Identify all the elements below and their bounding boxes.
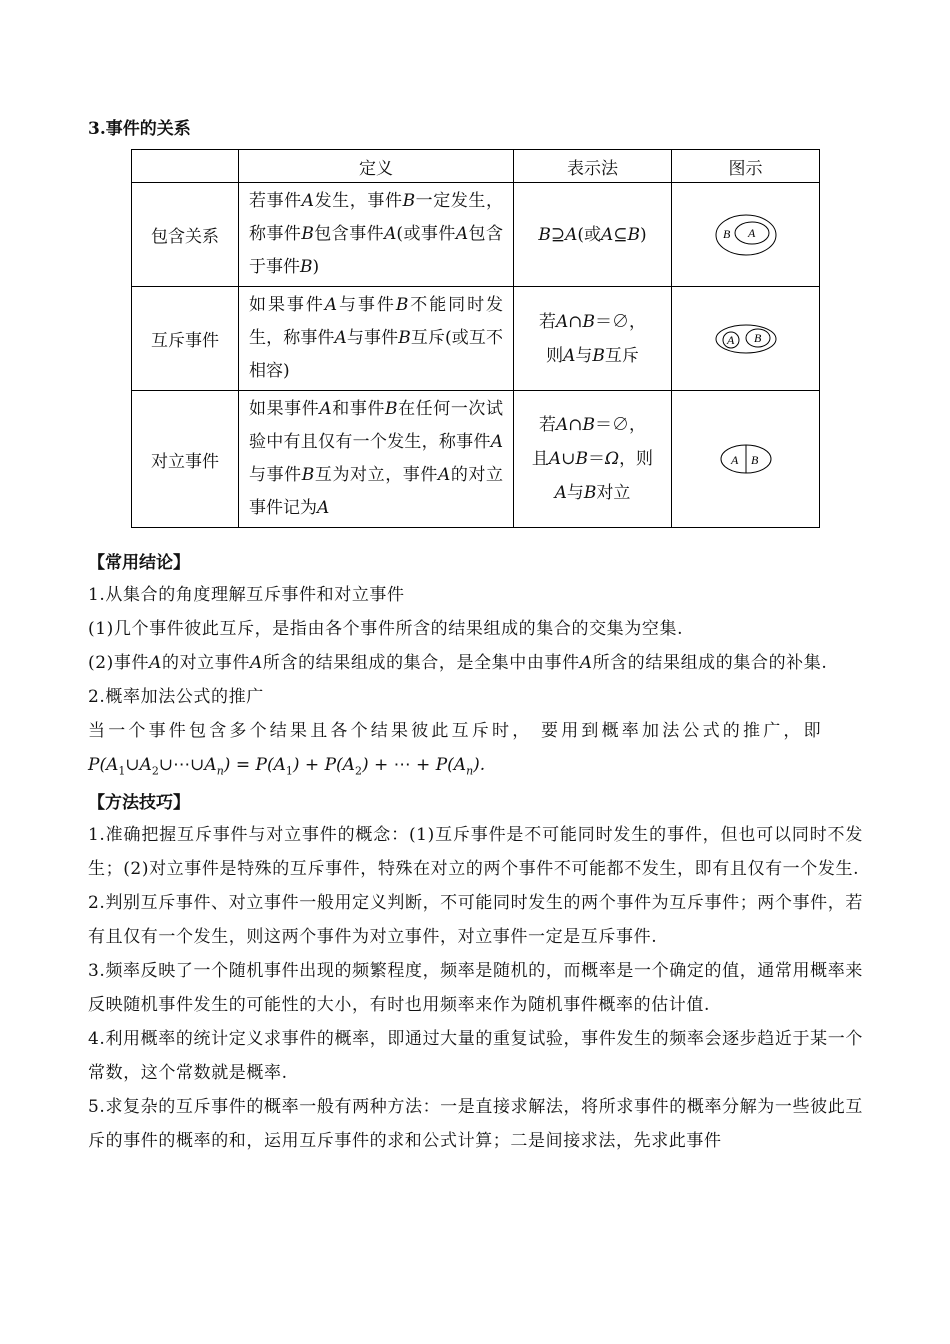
row-name: 包含关系	[132, 183, 239, 287]
row-definition: 如果事件A与事件B不能同时发生，称事件A与事件B互斥(或互不相容)	[239, 287, 514, 391]
set-a-label: A	[726, 332, 734, 347]
conclusion-item-2: 2.概率加法公式的推广	[88, 687, 264, 707]
methods-heading: 【方法技巧】	[88, 793, 190, 814]
method-item-1: 1.准确把握互斥事件与对立事件的概念：(1)互斥事件是不可能同时发生的事件，但也可以同时不发生；(2)对立事件是特殊的互斥事件，特殊在对立的两个事件不可能都不发生，即有且仅有一个发生.	[88, 825, 863, 880]
method-item-2: 2.判别互斥事件、对立事件一般用定义判断，不可能同时发生的两个事件为互斥事件；两个事件，若有且仅有一个发生，则这两个事件为对立事件，对立事件一定是互斥事件.	[88, 893, 863, 948]
set-b-label: B	[753, 330, 761, 345]
main-content	[88, 548, 863, 1158]
venn-complement	[718, 442, 774, 476]
table-row	[132, 391, 820, 528]
row-name: 互斥事件	[132, 287, 239, 391]
venn-inclusion	[714, 212, 778, 258]
conclusion-item-1a: (1)几个事件彼此互斥，是指由各个事件所含的结果组成的集合的交集为空集.	[88, 619, 684, 639]
header-empty	[132, 150, 239, 183]
complementary-diagram	[672, 391, 820, 528]
conclusion-item-1: 1.从集合的角度理解互斥事件和对立事件	[88, 585, 405, 605]
addition-formula: $P(A_1\cup A_2\cup\cdots\cup A_n) = P(A_1) + P(A_2)$ + ⋯ + $P(A_n)$.	[88, 755, 486, 778]
event-relations-table	[131, 149, 820, 528]
header-definition: 定义	[239, 150, 514, 183]
venn-disjoint	[714, 322, 778, 356]
method-item-4: 4.利用概率的统计定义求事件的概率，即通过大量的重复试验，事件发生的频率会逐步趋近于某一个常数，这个常数就是概率.	[88, 1029, 863, 1084]
table-header-row	[132, 150, 820, 183]
set-b-label: B	[750, 453, 758, 467]
row-name: 对立事件	[132, 391, 239, 528]
header-notation: 表示法	[514, 150, 672, 183]
method-item-3: 3.频率反映了一个随机事件出现的频繁程度，频率是随机的，而概率是一个确定的值，通常用概率来反映随机事件发生的可能性的大小，有时也用频率来作为随机事件概率的估计值.	[88, 961, 863, 1016]
table-row	[132, 183, 820, 287]
row-definition: 若事件A发生，事件B一定发生，称事件B包含事件A(或事件A包含于事件B)	[239, 183, 514, 287]
conclusion-item-1b: (2)事件A的对立事件A所含的结果组成的集合，是全集中由事件A所含的结果组成的集合的补集.	[88, 653, 828, 673]
conclusions-heading: 【常用结论】	[88, 553, 190, 573]
method-item-5: 5.求复杂的互斥事件的概率一般有两种方法：一是直接求解法，将所求事件的概率分解为一些彼此互斥的事件的概率的和，运用互斥事件的求和公式计算；二是间接求法，先求此事件	[88, 1097, 863, 1152]
row-definition: 如果事件A和事件B在任何一次试验中有且仅有一个发生，称事件A与事件B互为对立，事件A的对立事件记为A	[239, 391, 514, 528]
row-notation: 若A∩B＝∅， 则A与B互斥	[514, 287, 672, 391]
row-notation: B⊇A(或A⊆B)	[514, 183, 672, 287]
set-b-label: B	[722, 226, 730, 241]
inclusion-diagram	[672, 183, 820, 287]
mutually-exclusive-diagram	[672, 287, 820, 391]
table-row	[132, 287, 820, 391]
section-title: 3.事件的关系	[88, 119, 191, 139]
header-diagram: 图示	[672, 150, 820, 183]
set-a-label: A	[747, 225, 755, 240]
row-notation: 若A∩B＝∅， 且A∪B＝Ω，则 A与B对立	[514, 391, 672, 528]
conclusion-item-2-text: 当一个事件包含多个结果且各个结果彼此互斥时， 要用到概率加法公式的推广，即	[88, 721, 824, 741]
set-a-label: A	[730, 453, 738, 467]
